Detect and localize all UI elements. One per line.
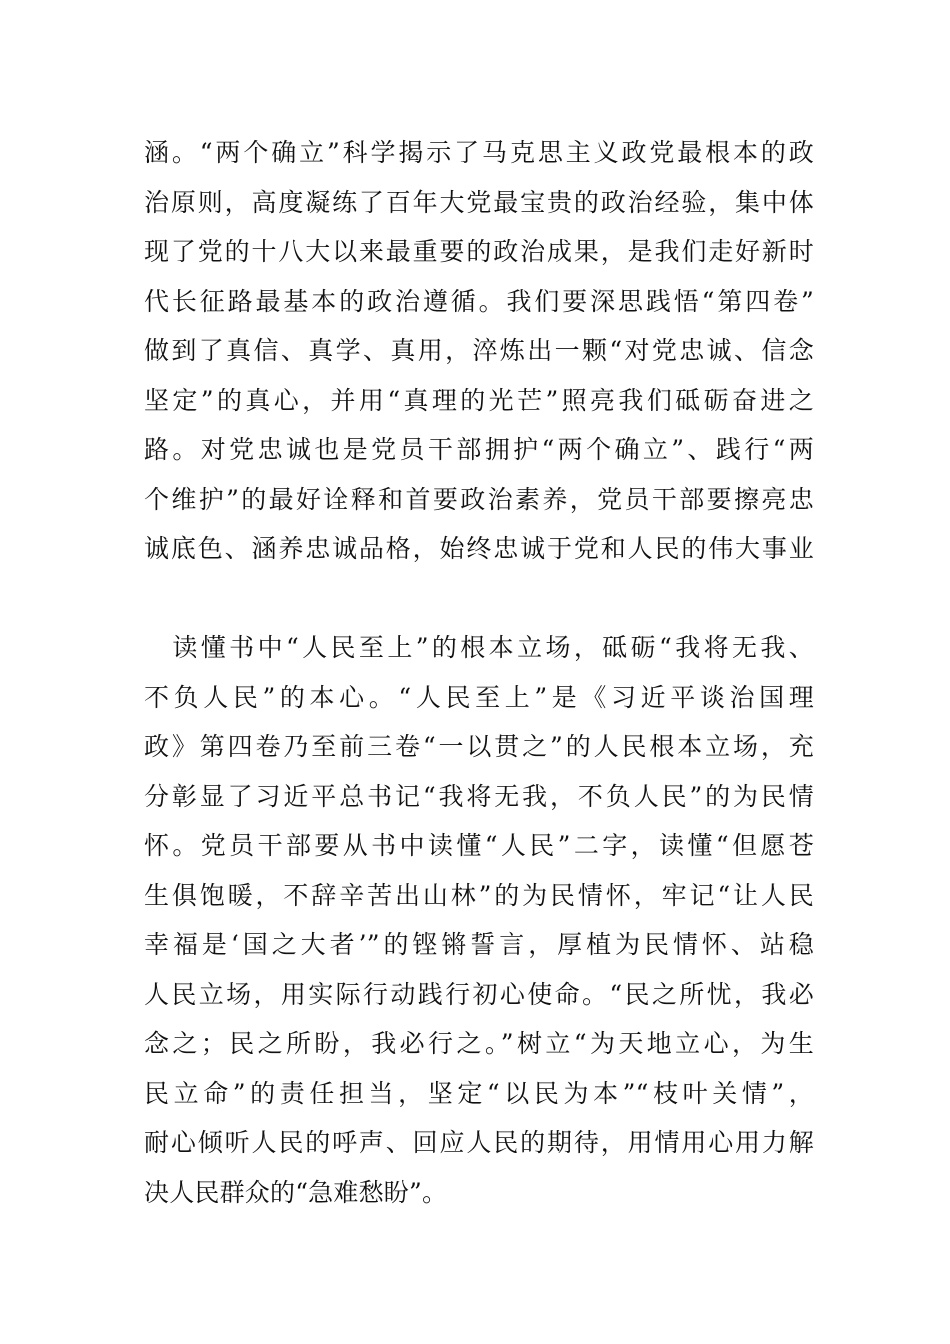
text-line: 生俱饱暖，不辞辛苦出山林”的为民情怀，牢记“让人民 [144, 880, 814, 910]
text-line: 治原则，高度凝练了百年大党最宝贵的政治经验，集中体 [144, 187, 814, 217]
text-line: 做到了真信、真学、真用，淬炼出一颗“对党忠诚、信念 [144, 336, 814, 365]
text-line: 人民立场，用实际行动践行初心使命。“民之所忧，我必 [144, 979, 814, 1009]
text-line: 耐心倾听人民的呼声、回应人民的期待，用情用心用力解 [144, 1128, 814, 1157]
text-line: 代长征路最基本的政治遵循。我们要深思践悟“第四卷” [144, 286, 814, 316]
paragraph-people-first [144, 623, 814, 1217]
text-line: 路。对党忠诚也是党员干部拥护“两个确立”、践行“两 [144, 435, 814, 464]
text-line: 涵。“两个确立”科学揭示了马克思主义政党最根本的政 [144, 138, 814, 167]
text-line: 民立命”的责任担当，坚定“以民为本”“枝叶关情”， [144, 1078, 814, 1108]
text-line: 不负人民”的本心。“人民至上”是《习近平谈治国理 [144, 682, 814, 712]
text-line: 决人民群众的“急难愁盼”。 [144, 1177, 448, 1207]
text-line: 政》第四卷乃至前三卷“一以贯之”的人民根本立场，充 [144, 732, 814, 761]
text-line: 坚定”的真心，并用“真理的光芒”照亮我们砥砺奋进之 [144, 385, 814, 415]
text-line: 怀。党员干部要从书中读懂“人民”二字，读懂“但愿苍 [144, 831, 814, 860]
text-line: 个维护”的最好诠释和首要政治素养，党员干部要擦亮忠 [144, 484, 814, 514]
text-line: 幸福是‘国之大者’”的铿锵誓言，厚植为民情怀、站稳 [144, 930, 814, 959]
paragraph-loyalty [144, 128, 814, 574]
text-line: 念之；民之所盼，我必行之。”树立“为天地立心，为生 [144, 1029, 814, 1058]
text-line: 现了党的十八大以来最重要的政治成果，是我们走好新时 [144, 237, 814, 266]
text-line: 分彰显了习近平总书记“我将无我，不负人民”的为民情 [144, 781, 814, 811]
text-line: 读懂书中“人民至上”的根本立场，砥砺“我将无我、 [144, 633, 814, 662]
text-line: 诚底色、涵养忠诚品格，始终忠诚于党和人民的伟大事业 [144, 534, 814, 563]
